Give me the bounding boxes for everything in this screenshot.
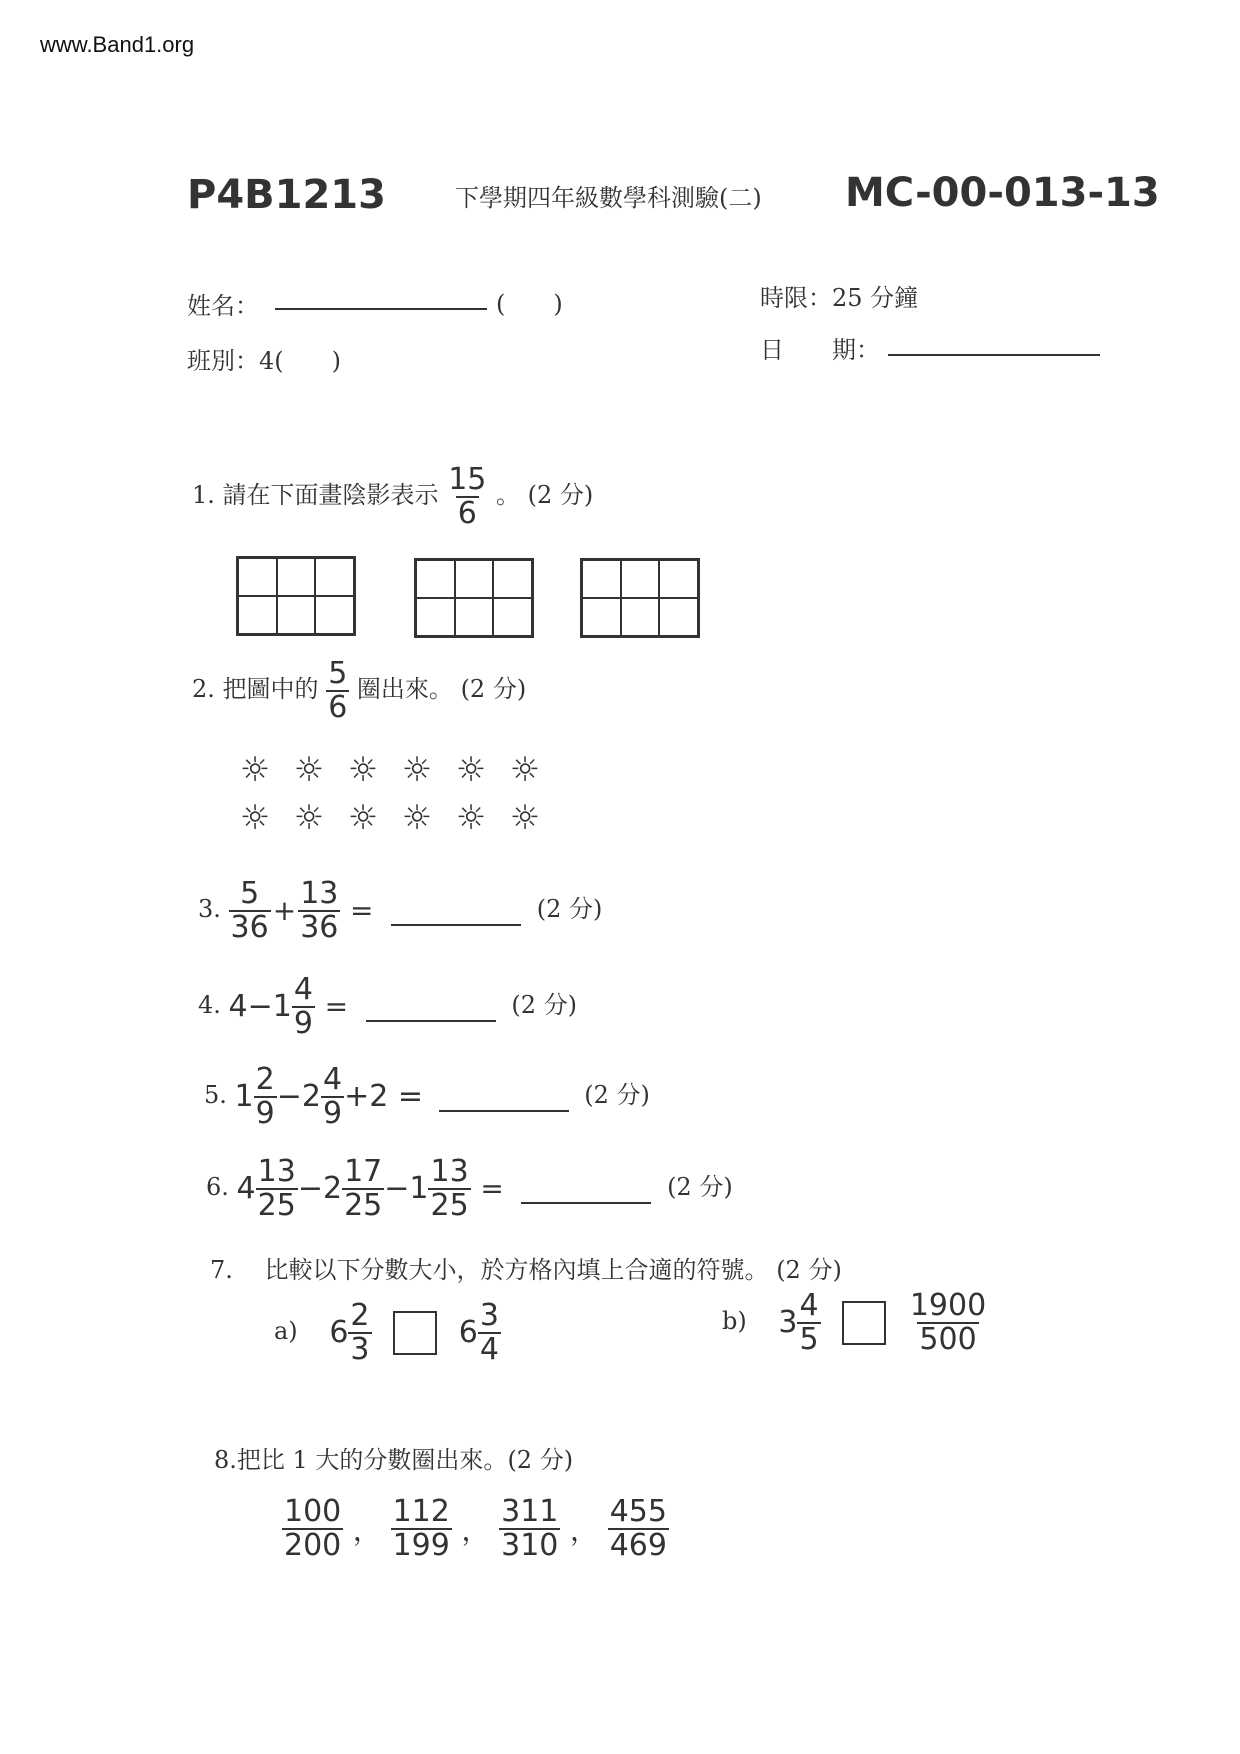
- sun-row-1: [228, 750, 552, 790]
- fraction: $\frac{13}{25}$: [430, 1154, 469, 1223]
- compare-box-a[interactable]: [393, 1311, 437, 1355]
- fraction: $\frac{4}{5}$: [799, 1288, 819, 1357]
- compare-box-b[interactable]: [842, 1301, 886, 1345]
- sun-icon[interactable]: ☼: [401, 798, 433, 838]
- paper-code: P4B1213: [187, 172, 386, 218]
- site-url: www.Band1.org: [40, 32, 195, 57]
- time-limit: 時限：25 分鐘: [760, 284, 919, 312]
- sun-icon[interactable]: ☼: [293, 750, 325, 790]
- shading-grid-2[interactable]: [414, 558, 534, 638]
- sun-icon[interactable]: ☼: [401, 750, 433, 790]
- fraction: $\frac{4}{9}$: [322, 1062, 343, 1131]
- answer-blank-5[interactable]: [439, 1082, 569, 1112]
- sun-icon[interactable]: ☼: [239, 798, 271, 838]
- fraction-option[interactable]: $\frac{311}{310}$: [501, 1494, 559, 1563]
- fraction: $\frac{2}{9}$: [255, 1062, 275, 1131]
- fraction-option[interactable]: $\frac{100}{200}$: [284, 1494, 342, 1563]
- fraction: $\frac{5}{36}$: [230, 876, 269, 945]
- question-7: 7. 比較以下分數大小，於方格內填上合適的符號。 (2 分): [210, 1256, 842, 1284]
- fraction-option[interactable]: $\frac{455}{469}$: [609, 1494, 667, 1563]
- answer-blank-6[interactable]: [521, 1174, 651, 1204]
- question-7a: a) 6 $\frac{2}{3}$ 6 $\frac{3}{4}$: [274, 1298, 499, 1367]
- name-field[interactable]: [275, 308, 487, 310]
- question-6: 6. 4 $\frac{13}{25}$ −2 $\frac{17}{25}$ −1 $\frac{13}{25}$ = (2 分): [206, 1154, 733, 1223]
- fraction: $\frac{17}{25}$: [344, 1154, 383, 1223]
- fraction: $\frac{2}{3}$: [350, 1298, 370, 1367]
- question-1: 1. 請在下面畫陰影表示 $\frac{15}{6}$ 。 (2 分): [192, 462, 594, 531]
- fraction: $\frac{3}{4}$: [479, 1298, 499, 1367]
- answer-blank-3[interactable]: [391, 896, 521, 926]
- fraction-option[interactable]: $\frac{112}{199}$: [392, 1494, 450, 1563]
- date-label: 日 期：: [760, 336, 880, 364]
- q8-fraction-list: $\frac{100}{200}$ ， $\frac{112}{199}$ ， $\frac{311}{310}$ ， $\frac{455}{469}$: [284, 1494, 667, 1563]
- shading-grid-1[interactable]: [236, 556, 356, 636]
- question-2: 2. 把圖中的 $\frac{5}{6}$ 圈出來。 (2 分): [192, 656, 527, 725]
- fraction: $\frac{5}{6}$: [328, 656, 348, 725]
- date-field[interactable]: [888, 354, 1100, 356]
- fraction: $\frac{15}{6}$: [448, 462, 487, 531]
- fraction: $\frac{13}{25}$: [257, 1154, 296, 1223]
- fraction: $\frac{13}{36}$: [300, 876, 339, 945]
- sun-icon[interactable]: ☼: [509, 750, 541, 790]
- shading-grid-3[interactable]: [580, 558, 700, 638]
- sun-icon[interactable]: ☼: [293, 798, 325, 838]
- question-3: 3. $\frac{5}{36}$ + $\frac{13}{36}$ = (2 分): [198, 876, 603, 945]
- exam-title: 下學期四年級數學科測驗(二): [455, 184, 762, 212]
- sun-icon[interactable]: ☼: [239, 750, 271, 790]
- answer-blank-4[interactable]: [366, 992, 496, 1022]
- sun-row-2: [228, 798, 552, 838]
- question-7b: b) 3 $\frac{4}{5}$ $\frac{1900}{500}$: [722, 1288, 987, 1357]
- name-label: 姓名：: [187, 292, 259, 320]
- question-4: 4. 4−1 $\frac{4}{9}$ = (2 分): [198, 972, 577, 1041]
- fraction: $\frac{1900}{500}$: [909, 1288, 987, 1357]
- sun-icon[interactable]: ☼: [455, 750, 487, 790]
- class-number-bracket: ( ): [496, 290, 563, 318]
- sun-icon[interactable]: ☼: [455, 798, 487, 838]
- sun-icon[interactable]: ☼: [347, 750, 379, 790]
- question-8: 8.把比 1 大的分數圈出來。(2 分): [214, 1446, 574, 1474]
- exam-code: MC-00-013-13: [845, 170, 1160, 216]
- class-label: 班別：4( ): [187, 347, 342, 375]
- sun-icon[interactable]: ☼: [509, 798, 541, 838]
- sun-icon[interactable]: ☼: [347, 798, 379, 838]
- fraction: $\frac{4}{9}$: [293, 972, 313, 1041]
- question-5: 5. 1 $\frac{2}{9}$ −2 $\frac{4}{9}$ +2 = (2 分): [204, 1062, 650, 1131]
